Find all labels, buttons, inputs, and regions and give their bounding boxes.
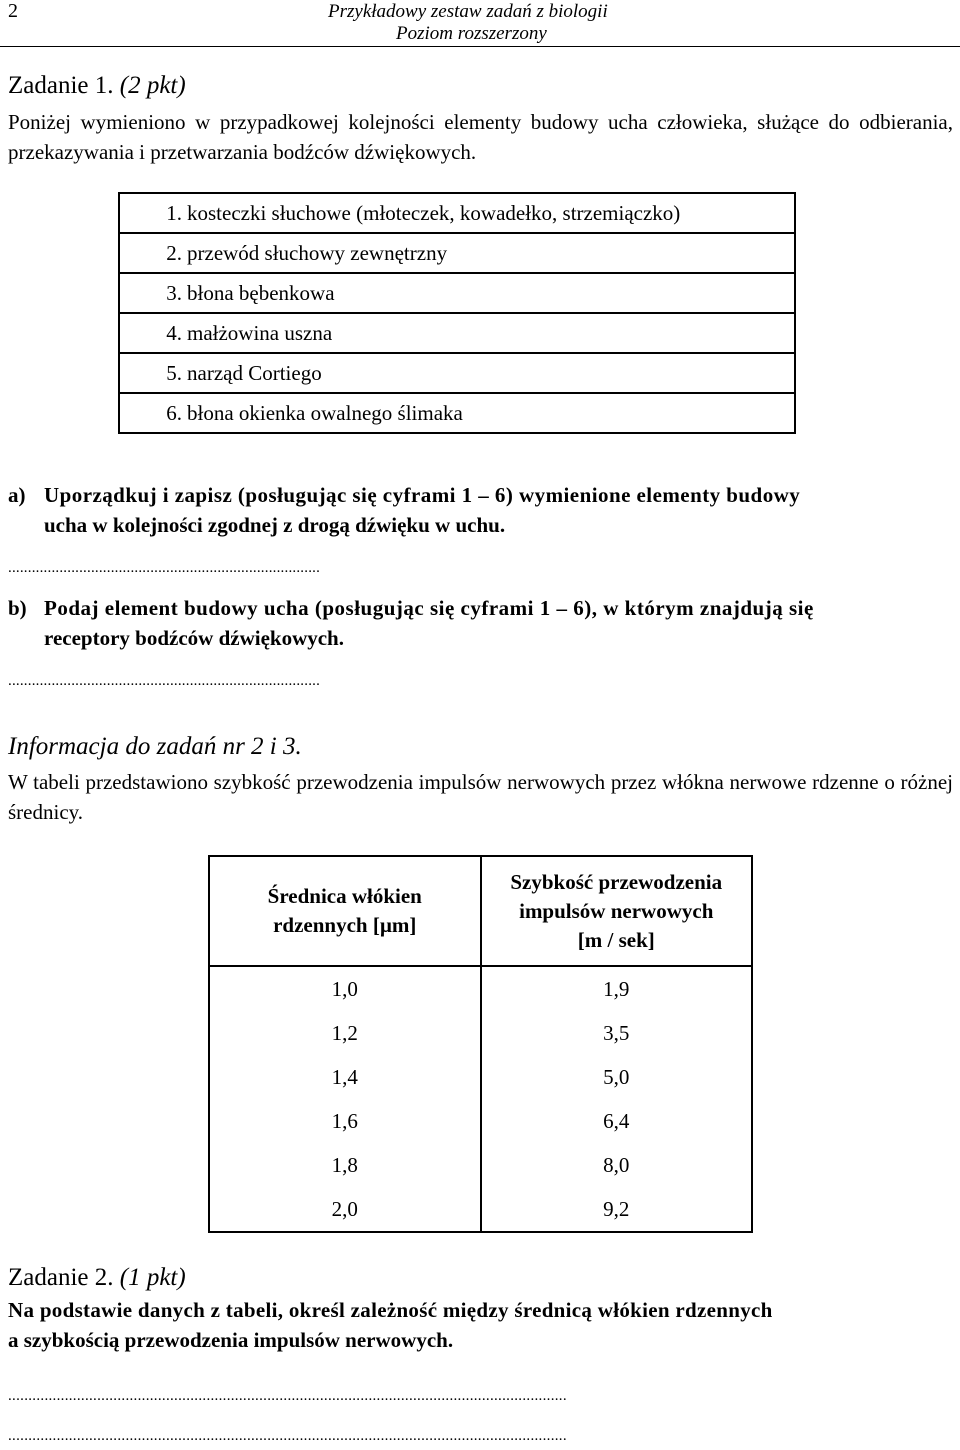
answer-line-task2-2[interactable]: .......................................................................................................................................... bbox=[8, 1428, 567, 1444]
conduction-speed-table bbox=[208, 855, 753, 1233]
speed-cell: 5,0 bbox=[481, 1055, 753, 1099]
question-a-line1: Uporządkuj i zapisz (posługując się cyframi 1 – 6) wymienione elementy budowy bbox=[44, 483, 801, 507]
header-title: Przykładowy zestaw zadań z biologii bbox=[328, 1, 608, 22]
question-a bbox=[8, 480, 953, 510]
list-item bbox=[119, 353, 795, 393]
task1-points: (2 pkt) bbox=[119, 72, 186, 99]
list-item bbox=[119, 193, 795, 233]
element-text: małżowina uszna bbox=[187, 320, 333, 345]
task2-heading bbox=[8, 1264, 186, 1292]
info-heading: Informacja do zadań nr 2 i 3. bbox=[8, 733, 302, 760]
element-text: błona okienka owalnego ślimaka bbox=[187, 400, 463, 425]
element-text: kosteczki słuchowe (młoteczek, kowadełko, strzemiączko) bbox=[187, 200, 681, 225]
speed-cell: 6,4 bbox=[481, 1099, 753, 1143]
diameter-cell: 2,0 bbox=[209, 1187, 481, 1232]
question-a-line2: ucha w kolejności zgodnej z drogą dźwięku w uchu. bbox=[44, 513, 506, 537]
task2-points: (1 pkt) bbox=[119, 1264, 186, 1291]
diameter-cell: 1,0 bbox=[209, 966, 481, 1011]
table-row bbox=[209, 1055, 752, 1099]
element-text: przewód słuchowy zewnętrzny bbox=[187, 240, 448, 265]
table-row bbox=[209, 966, 752, 1011]
diameter-cell: 1,6 bbox=[209, 1099, 481, 1143]
question-b-label: b) bbox=[8, 596, 27, 620]
speed-cell: 9,2 bbox=[481, 1187, 753, 1232]
col-speed-header: Szybkość przewodzenia impulsów nerwowych [m / sek] bbox=[481, 856, 753, 966]
element-number: 5. bbox=[166, 360, 182, 385]
ear-elements-table bbox=[118, 192, 796, 434]
table-row bbox=[209, 1143, 752, 1187]
table-row bbox=[209, 1099, 752, 1143]
info-text: W tabeli przedstawiono szybkość przewodzenia impulsów nerwowych przez włókna nerwowe rdzenne o różnej średnicy. bbox=[8, 770, 953, 824]
list-item bbox=[119, 273, 795, 313]
list-item bbox=[119, 233, 795, 273]
task2-title: Zadanie 2. bbox=[8, 1264, 114, 1291]
diameter-cell: 1,8 bbox=[209, 1143, 481, 1187]
answer-line-b[interactable]: ............................................................................... bbox=[8, 673, 321, 689]
task1-heading bbox=[8, 72, 186, 100]
element-text: narząd Cortiego bbox=[187, 360, 322, 385]
element-number: 1. bbox=[166, 200, 182, 225]
table-row bbox=[209, 1011, 752, 1055]
table-row bbox=[209, 1187, 752, 1232]
answer-line-a[interactable]: ............................................................................... bbox=[8, 560, 321, 576]
element-number: 2. bbox=[166, 240, 182, 265]
element-text: błona bębenkowa bbox=[187, 280, 335, 305]
question-a-label: a) bbox=[8, 483, 26, 507]
element-number: 3. bbox=[166, 280, 182, 305]
header-divider bbox=[0, 46, 960, 47]
list-item bbox=[119, 313, 795, 353]
speed-cell: 3,5 bbox=[481, 1011, 753, 1055]
element-number: 4. bbox=[166, 320, 182, 345]
col-diameter-header: Średnica włókien rdzennych [µm] bbox=[209, 856, 481, 966]
header-subtitle: Poziom rozszerzony bbox=[396, 23, 547, 44]
answer-line-task2-1[interactable]: .......................................................................................................................................... bbox=[8, 1388, 567, 1404]
speed-cell: 1,9 bbox=[481, 966, 753, 1011]
list-item bbox=[119, 393, 795, 433]
page-number: 2 bbox=[8, 0, 18, 22]
question-b-line1: Podaj element budowy ucha (posługując się cyframi 1 – 6), w którym znajdują się bbox=[44, 596, 814, 620]
speed-cell: 8,0 bbox=[481, 1143, 753, 1187]
element-number: 6. bbox=[166, 400, 182, 425]
task1-title: Zadanie 1. bbox=[8, 72, 114, 99]
diameter-cell: 1,4 bbox=[209, 1055, 481, 1099]
task2-question: Na podstawie danych z tabeli, określ zależność między średnicą włókien rdzennych a szybkością przewodzenia impulsów nerwowych. bbox=[8, 1298, 773, 1352]
diameter-cell: 1,2 bbox=[209, 1011, 481, 1055]
task1-intro: Poniżej wymieniono w przypadkowej kolejności elementy budowy ucha człowieka, służące do odbierania, przekazywania i przetwarzania bodźców dźwiękowych. bbox=[8, 110, 953, 164]
question-b bbox=[8, 593, 953, 623]
question-b-line2: receptory bodźców dźwiękowych. bbox=[44, 626, 344, 650]
